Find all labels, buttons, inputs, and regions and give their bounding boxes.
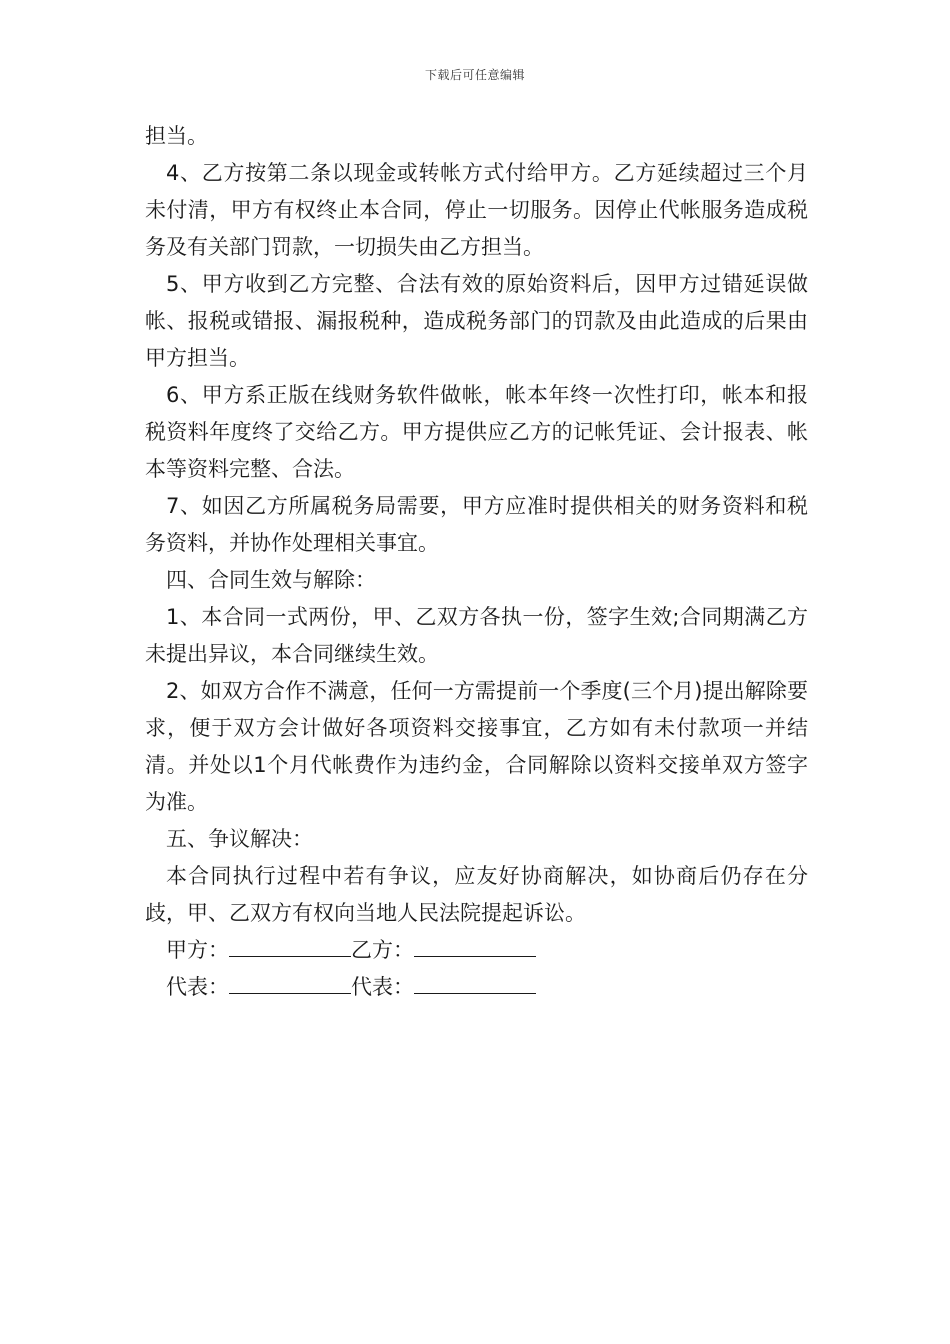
document-body xyxy=(145,118,808,1006)
paragraph-dispute-resolution: 本合同执行过程中若有争议，应友好协商解决，如协商后仍存在分歧，甲、乙双方有权向当地人民法院提起诉讼。 xyxy=(145,864,808,925)
rep-a-signature-line xyxy=(229,973,351,994)
signature-row-parties xyxy=(145,932,808,969)
party-a-label: 甲方： xyxy=(166,938,229,962)
rep-b-label: 代表： xyxy=(351,975,414,999)
paragraph-clause-4: 4、乙方按第二条以现金或转帐方式付给甲方。乙方延续超过三个月未付清，甲方有权终止本合同，停止一切服务。因停止代帐服务造成税务及有关部门罚款，一切损失由乙方担当。 xyxy=(145,161,808,259)
page-header: 下载后可任意编辑 xyxy=(424,68,525,82)
rep-b-signature-line xyxy=(414,973,536,994)
paragraph-clause-5: 5、甲方收到乙方完整、合法有效的原始资料后，因甲方过错延误做帐、报税或错报、漏报税种，造成税务部门的罚款及由此造成的后果由甲方担当。 xyxy=(145,272,808,370)
paragraph-section4-clause-1: 1、本合同一式两份，甲、乙双方各执一份，签字生效;合同期满乙方未提出异议，本合同继续生效。 xyxy=(145,605,808,666)
rep-a-label: 代表： xyxy=(166,975,229,999)
section-heading-5: 五、争议解决： xyxy=(166,827,313,851)
section-heading-4: 四、合同生效与解除： xyxy=(166,568,376,592)
paragraph-clause-7: 7、如因乙方所属税务局需要，甲方应准时提供相关的财务资料和税务资料，并协作处理相关事宜。 xyxy=(145,494,808,555)
paragraph-section4-clause-2: 2、如双方合作不满意，任何一方需提前一个季度(三个月)提出解除要求，便于双方会计做好各项资料交接事宜，乙方如有未付款项一并结清。并处以1个月代帐费作为违约金，合同解除以资料交接单双方签字为准。 xyxy=(145,679,808,814)
party-b-signature-line xyxy=(414,936,536,957)
signature-row-representatives xyxy=(145,969,808,1006)
paragraph-clause-6: 6、甲方系正版在线财务软件做帐，帐本年终一次性打印，帐本和报税资料年度终了交给乙方。甲方提供应乙方的记帐凭证、会计报表、帐本等资料完整、合法。 xyxy=(145,383,808,481)
paragraph-continuation: 担当。 xyxy=(145,124,208,148)
party-a-signature-line xyxy=(229,936,351,957)
party-b-label: 乙方： xyxy=(351,938,414,962)
